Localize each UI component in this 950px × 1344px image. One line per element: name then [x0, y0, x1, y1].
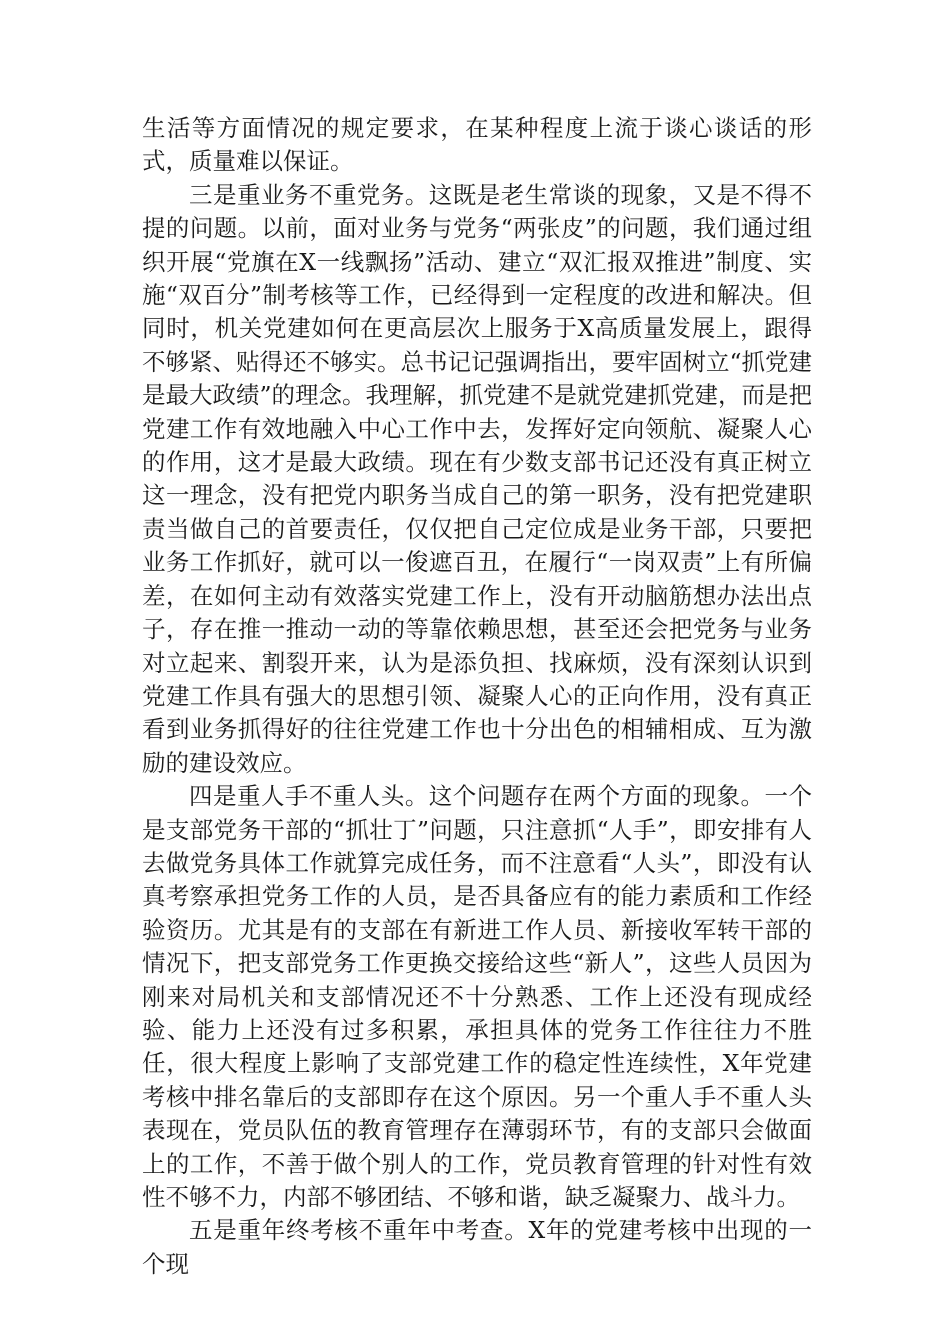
paragraph-continuation: 生活等方面情况的规定要求，在某种程度上流于谈心谈话的形式，质量难以保证。	[142, 114, 812, 176]
paragraph-hands-over-heads: 四是重人手不重人头。这个问题存在两个方面的现象。一个是支部党务干部的“抓壮丁”问题，只注意抓“人手”，即安排有人去做党务具体工作就算完成任务，而不注意看“人头”，即没有认真考察承担党务工作的人员，是否具备应有的能力素质和工作经验资历。尤其是有的支部在有新进工作人员、新接收军转干部的情况下，把支部党务工作更换交接给这些“新人”，这些人员因为刚来对局机关和支部情况还不十分熟悉、工作上还没有现成经验、能力上还没有过多积累，承担具体的党务工作往往力不胜任，很大程度上影响了支部党建工作的稳定性连续性，X年党建考核中排名靠后的支部即存在这个原因。另一个重人手不重人头表现在，党员队伍的教育管理存在薄弱环节，有的支部只会做面上的工作，不善于做个别人的工作，党员教育管理的针对性有效性不够不力，内部不够团结、不够和谐，缺乏凝聚力、战斗力。	[142, 782, 812, 1211]
paragraph-year-end-review: 五是重年终考核不重年中考查。X年的党建考核中出现的一个现	[142, 1216, 812, 1278]
document-body	[142, 112, 812, 1281]
paragraph-business-over-party: 三是重业务不重党务。这既是老生常谈的现象，又是不得不提的问题。以前，面对业务与党务“两张皮”的问题，我们通过组织开展“党旗在X一线飘扬”活动、建立“双汇报双推进”制度、实施“双百分”制考核等工作，已经得到一定程度的改进和解决。但同时，机关党建如何在更高层次上服务于X高质量发展上，跟得不够紧、贴得还不够实。总书记记强调指出，要牢固树立“抓党建是最大政绩”的理念。我理解，抓党建不是就党建抓党建，而是把党建工作有效地融入中心工作中去，发挥好定向领航、凝聚人心的作用，这才是最大政绩。现在有少数支部书记还没有真正树立这一理念，没有把党内职务当成自己的第一职务，没有把党建职责当做自己的首要责任，仅仅把自己定位成是业务干部，只要把业务工作抓好，就可以一俊遮百丑，在履行“一岗双责”上有所偏差，在如何主动有效落实党建工作上，没有开动脑筋想办法出点子，存在推一推动一动的等靠依赖思想，甚至还会把党务与业务对立起来、割裂开来，认为是添负担、找麻烦，没有深刻认识到党建工作具有强大的思想引领、凝聚人心的正向作用，没有真正看到业务抓得好的往往党建工作也十分出色的相辅相成、互为激励的建设效应。	[142, 180, 813, 777]
